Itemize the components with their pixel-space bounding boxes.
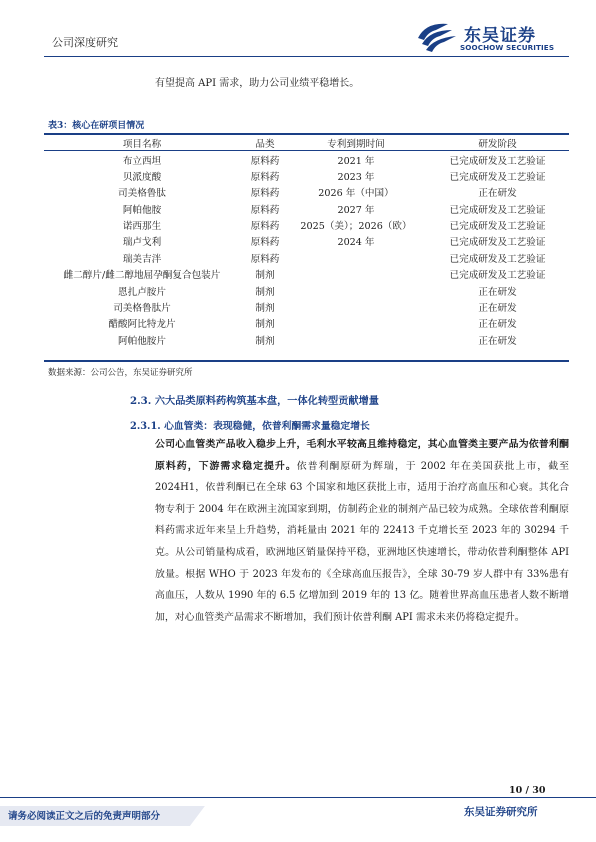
cell-stage: 正在研发 (478, 303, 517, 315)
cell-category: 制剂 (255, 270, 275, 282)
cell-category: 原料药 (250, 155, 280, 167)
cell-category: 制剂 (255, 286, 275, 298)
footer-disclaimer: 请务必阅读正文之后的免责声明部分 (8, 811, 161, 822)
cell-project-name: 瑞卢戈利 (122, 237, 162, 249)
cell-project-name: 恩扎卢胺片 (118, 286, 166, 298)
subsection-heading: 2.3.1. 心血管类：表现稳健，依普利酮需求量稳定增长 (130, 421, 370, 432)
paragraph-text: 依普利酮原研为辉瑞，于 2002 年在美国获批上市，截至 2024H1，依普利酮已在全球 63 个国家和地区获批上市，适用于治疗高血压和心衰。其化合物专利于 2004 年在欧洲主流国家到期，仿制药企业的制剂产品已较为成熟。全球依普利酮原料药需求近年来呈上升趋势，消耗量由 2021 年的 22413 千克增长至 2023 年的 30294 千克。从公司销量构成看，欧洲地区销量保持平稳，亚洲地区快速增长，带动依普利酮整体 API 放量。根据 WHO 于 2023 年发布的《全球高血压报告》，全球 30-79 岁人群中有 33%患有高血压，人数从 1990 年的 6.5 亿增加到 2019 年的 13 亿。随着世界高血压患者人数不断增加，对心血管类产品需求不断增加，我们预计依普利酮 API 需求未来仍将稳定提升。 (155, 460, 569, 623)
cell-stage: 已完成研发及工艺验证 (449, 270, 546, 282)
cell-project-name: 瑞美吉泮 (122, 253, 162, 265)
cell-stage: 已完成研发及工艺验证 (449, 171, 546, 183)
table-row (44, 232, 569, 248)
cell-project-name: 阿帕他胺片 (118, 335, 166, 347)
footer-divider (0, 797, 596, 798)
cell-patent-expiry: 2027 年 (337, 204, 375, 216)
table-row (44, 216, 569, 232)
cell-stage: 正在研发 (478, 319, 517, 331)
cell-category: 原料药 (250, 221, 280, 233)
cell-project-name: 司美格鲁肽片 (113, 303, 171, 315)
cell-category: 制剂 (255, 335, 275, 347)
table-row (44, 282, 569, 298)
col-header-stage: 研发阶段 (478, 139, 517, 150)
col-header-name: 项目名称 (122, 139, 162, 150)
header-divider (44, 56, 569, 57)
col-header-patent-expiry: 专利到期时间 (327, 139, 385, 150)
cell-project-name: 醋酸阿比特龙片 (108, 319, 176, 331)
project-table (44, 134, 569, 347)
table-row (44, 183, 569, 199)
cell-patent-expiry: 2026 年（中国） (318, 188, 394, 200)
table-source: 数据来源：公司公告，东吴证券研究所 (48, 368, 193, 378)
table-row (44, 249, 569, 265)
cell-project-name: 阿帕他胺 (122, 204, 162, 216)
body-paragraph (155, 434, 569, 628)
table-row (44, 200, 569, 216)
cell-patent-expiry: 2023 年 (337, 171, 375, 183)
table-bottom-rule (44, 360, 569, 362)
cell-category: 原料药 (250, 171, 280, 183)
table-header-row (44, 134, 569, 151)
cell-project-name: 贝派度酸 (122, 171, 162, 183)
cell-patent-expiry: 2024 年 (337, 237, 375, 249)
table-row (44, 167, 569, 183)
cell-stage: 已完成研发及工艺验证 (449, 253, 546, 265)
cell-category: 制剂 (255, 303, 275, 315)
header-report-type: 公司深度研究 (52, 36, 118, 49)
cell-project-name: 司美格鲁肽 (118, 188, 166, 200)
section-heading: 2.3. 六大品类原料药构筑基本盘，一体化转型贡献增量 (130, 395, 379, 407)
cell-stage: 正在研发 (478, 335, 517, 347)
cell-project-name: 雌二醇片/雌二醇地屈孕酮复合包装片 (63, 270, 221, 282)
table-row (44, 331, 569, 347)
logo-subtitle: SOOCHOW SECURITIES (460, 43, 555, 52)
table-row (44, 314, 569, 330)
table-row (44, 298, 569, 314)
footer-brand: 东吴证券研究所 (464, 806, 538, 818)
cell-project-name: 诺西那生 (122, 221, 162, 233)
cell-category: 原料药 (250, 253, 280, 265)
paragraph-bold-lead: 公司心血管类产品收入稳步上升，毛利水平较高且维持稳定，其心血管类主要产品为依普利酮原料药，下游需求稳定提升。 (155, 439, 569, 472)
cell-category: 原料药 (250, 188, 280, 200)
table-row (44, 151, 569, 167)
table-row (44, 265, 569, 281)
cell-category: 原料药 (250, 237, 280, 249)
logo-name: 东吴证券 (464, 26, 536, 46)
cell-patent-expiry: 2025（美）；2026（欧） (300, 221, 412, 233)
cell-stage: 已完成研发及工艺验证 (449, 237, 546, 249)
cell-project-name: 布立西坦 (122, 155, 162, 167)
page-number: 10 / 30 (509, 785, 546, 796)
cell-stage: 正在研发 (478, 286, 517, 298)
cell-patent-expiry: 2021 年 (337, 155, 375, 167)
cell-stage: 正在研发 (478, 188, 517, 200)
cell-stage: 已完成研发及工艺验证 (449, 204, 546, 216)
col-header-category: 品类 (255, 139, 275, 150)
table-title: 表3：核心在研项目情况 (48, 121, 145, 131)
cell-stage: 已完成研发及工艺验证 (449, 155, 546, 167)
cell-category: 原料药 (250, 204, 280, 216)
cell-category: 制剂 (255, 319, 275, 331)
cell-stage: 已完成研发及工艺验证 (449, 221, 546, 233)
lead-text: 有望提高 API 需求，助力公司业绩平稳增长。 (155, 78, 360, 89)
